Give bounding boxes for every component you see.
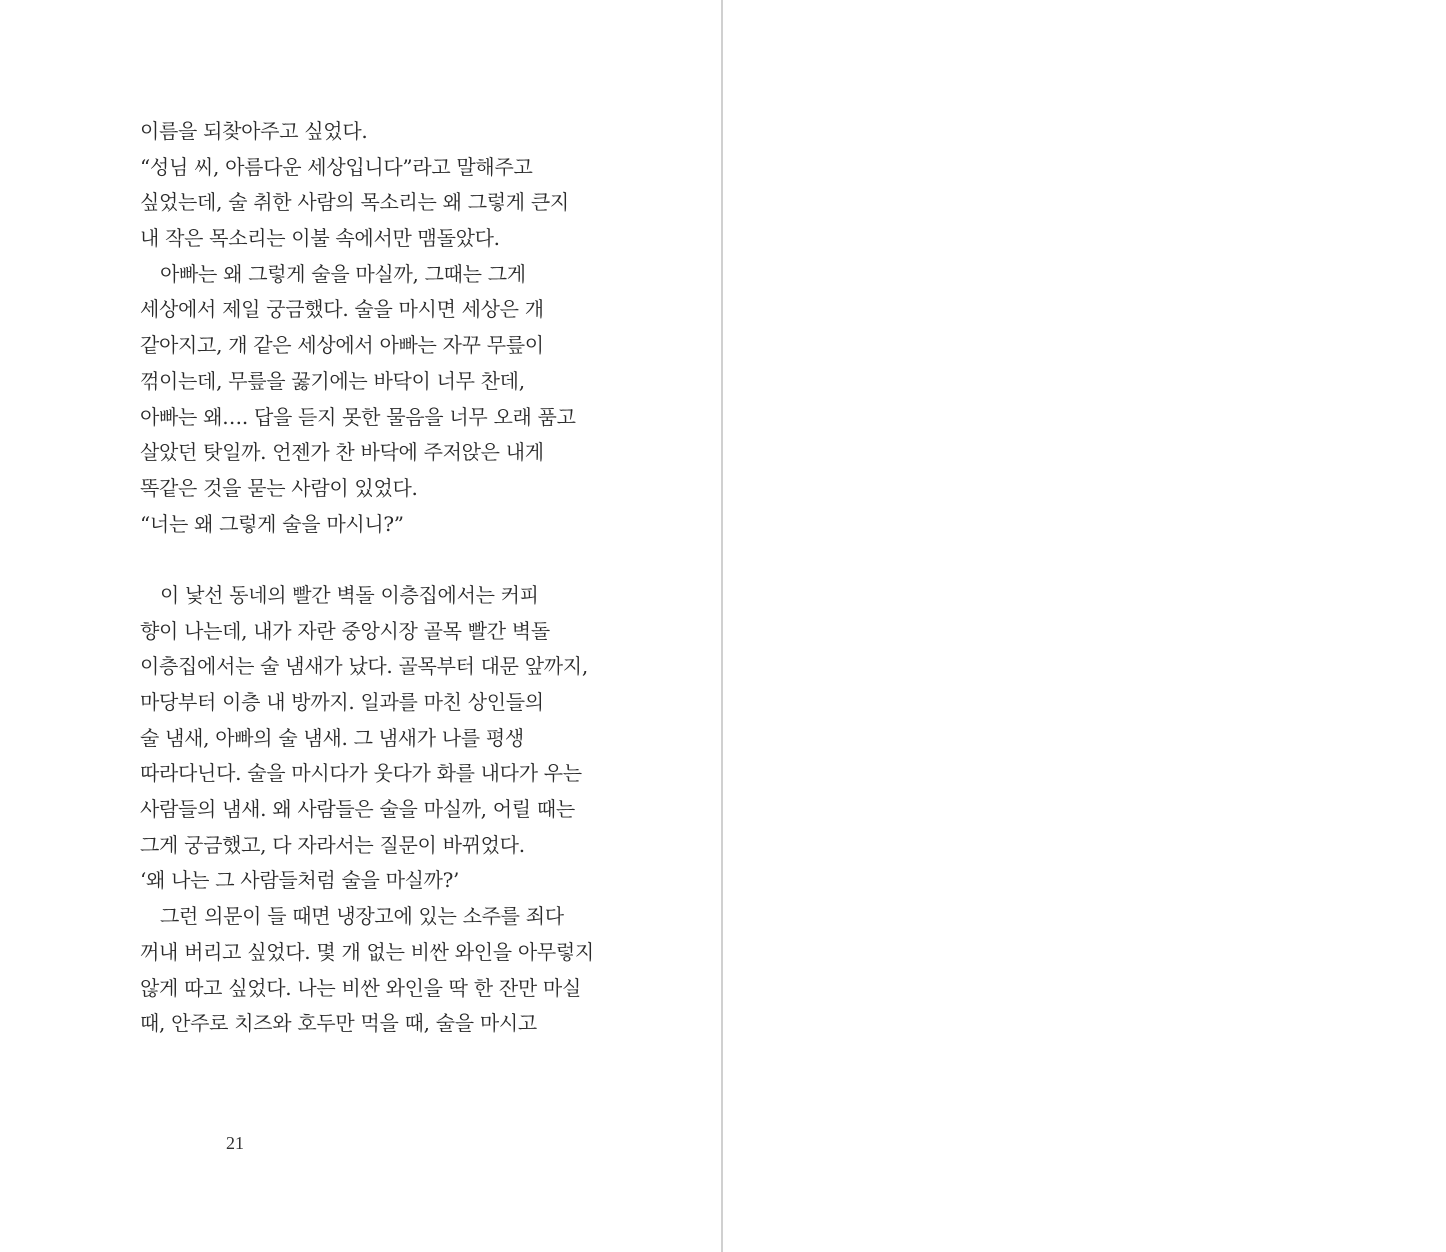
text-line: 아빠는 왜 그렇게 술을 마실까, 그때는 그게 [160,261,526,286]
text-line: 이름을 되찾아주고 싶었다. [140,119,368,143]
text-line: 때, 안주로 치즈와 호두만 먹을 때, 술을 마시고 [140,1011,537,1036]
blank-line [140,542,640,578]
text-line: 세상에서 제일 궁금했다. 술을 마시면 세상은 개 [140,297,544,322]
text-line: 따라다닌다. 술을 마시다가 웃다가 화를 내다가 우는 [140,761,582,786]
text-line: “너는 왜 그렇게 술을 마시니?” [140,511,404,536]
text-line: 꺾이는데, 무릎을 꿇기에는 바닥이 너무 찬데, [140,368,525,393]
page-number: 21 [226,1133,244,1153]
text-line: 이층집에서는 술 냄새가 났다. 골목부터 대문 앞까지, [140,654,588,679]
text-line: 똑같은 것을 묻는 사람이 있었다. [140,475,418,500]
text-line: “성님 씨, 아름다운 세상입니다”라고 말해주고 [140,154,533,179]
text-line: 않게 따고 싶었다. 나는 비싼 와인을 딱 한 잔만 마실 [140,975,581,1000]
text-line: 술 냄새, 아빠의 술 냄새. 그 냄새가 나를 평생 [140,725,524,750]
text-line: 마당부터 이층 내 방까지. 일과를 마친 상인들의 [140,690,544,714]
left-page [0,0,721,1252]
text-line: 살았던 탓일까. 언젠가 찬 바닥에 주저앉은 내게 [140,440,544,465]
text-line: 그게 궁금했고, 다 자라서는 질문이 바뀌었다. [140,832,525,857]
body-text [140,114,640,1042]
text-line: 향이 나는데, 내가 자란 중앙시장 골목 빨간 벽돌 [140,618,550,643]
text-line: 같아지고, 개 같은 세상에서 아빠는 자꾸 무릎이 [140,333,544,358]
text-line: 아빠는 왜…. 답을 듣지 못한 물음을 너무 오래 품고 [140,404,576,429]
text-line: 싶었는데, 술 취한 사람의 목소리는 왜 그렇게 큰지 [140,190,569,215]
text-line: 사람들의 냄새. 왜 사람들은 술을 마실까, 어릴 때는 [140,797,575,822]
right-page [723,0,1446,1252]
text-line: 꺼내 버리고 싶었다. 몇 개 없는 비싼 와인을 아무렇지 [140,939,594,964]
text-line: ‘왜 나는 그 사람들처럼 술을 마실까?’ [140,868,460,893]
text-line: 내 작은 목소리는 이불 속에서만 맴돌았다. [140,226,500,251]
text-line: 이 낯선 동네의 빨간 벽돌 이층집에서는 커피 [160,582,539,607]
text-line: 그런 의문이 들 때면 냉장고에 있는 소주를 죄다 [160,904,564,929]
